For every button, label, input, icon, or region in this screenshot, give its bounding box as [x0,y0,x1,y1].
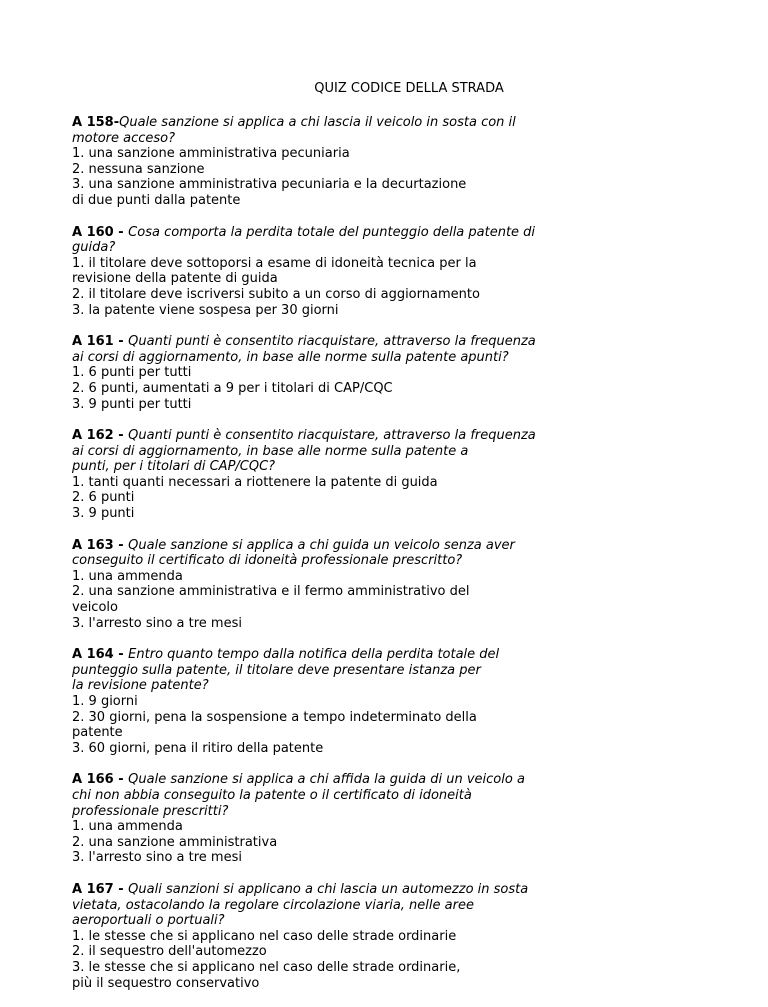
question-line [72,428,712,444]
question-text: punteggio sulla patente, il titolare deve presentare istanza per [72,662,481,678]
question-text: ai corsi di aggiornamento, in base alle norme sulla patente apunti? [72,349,509,365]
answer-line: 2. una sanzione amministrativa [72,834,278,850]
question-code: A 158- [72,115,120,130]
question-code: A 160 - [72,224,129,240]
question-text: guida? [72,240,116,256]
answer-line: di due punti dalla patente [72,192,241,208]
answer-line: 2. 6 punti, aumentati a 9 per i titolari di CAP/CQC [72,380,393,396]
question-line [72,913,712,929]
question-text: Quale sanzione si applica a chi guida un veicolo senza aver [128,537,515,553]
answer-line: 3. la patente viene sospesa per 30 giorni [72,302,339,318]
question-text: professionale prescritti? [72,803,229,819]
question-code: A 163 - [72,537,129,553]
question-line [72,678,712,694]
question-text: Quanti punti è consentito riacquistare, attraverso la frequenza [128,334,536,350]
question-code: A 162 - [72,428,129,444]
answer-line: 1. 6 punti per tutti [72,365,192,381]
question-line [72,772,712,788]
question-line [72,115,712,131]
question-block [72,882,712,991]
question-block [72,647,712,756]
question-text: Cosa comporta la perdita totale del punteggio della patente di [128,224,536,240]
question-line [72,225,712,241]
question-block [72,538,712,632]
question-line [72,647,712,663]
answer-line: 3. l'arresto sino a tre mesi [72,850,242,866]
question-text: vietata, ostacolando la regolare circolazione viaria, nelle aree [72,897,474,913]
answer-line: 2. nessuna sanzione [72,161,205,177]
answer-line: 1. una sanzione amministrativa pecuniaria [72,146,350,162]
question-block [72,428,712,522]
question-line [72,350,712,366]
answer-line: veicolo [72,600,118,616]
question-line [72,788,712,804]
question-text: ai corsi di aggiornamento, in base alle norme sulla patente a [72,443,469,459]
question-line [72,334,712,350]
page-title: QUIZ CODICE DELLA STRADA [314,81,504,96]
answer-line: 2. 30 giorni, pena la sospensione a tempo indeterminato della [72,709,477,725]
question-line [72,882,712,898]
question-text: motore acceso? [72,130,176,146]
question-code: A 167 - [72,881,129,897]
question-code: A 161 - [72,334,129,350]
question-line [72,131,712,147]
question-text: conseguito il certificato di idoneità professionale prescritto? [72,553,463,569]
question-line [72,804,712,820]
question-line [72,538,712,554]
question-line [72,240,712,256]
answer-line: 3. 60 giorni, pena il ritiro della patente [72,740,324,756]
answer-line: 1. una ammenda [72,819,183,835]
question-line [72,553,712,569]
question-block [72,225,712,319]
question-text: la revisione patente? [72,678,209,694]
question-text: Quale sanzione si applica a chi lascia il veicolo in sosta con il [119,115,516,130]
question-text: aeroportuali o portuali? [72,913,225,929]
answer-line: 1. il titolare deve sottoporsi a esame di idoneità tecnica per la [72,255,477,271]
question-block [72,115,712,209]
answer-line: 3. l'arresto sino a tre mesi [72,615,242,631]
answer-line: 3. 9 punti per tutti [72,396,192,412]
question-line [72,663,712,679]
question-text: Quanti punti è consentito riacquistare, attraverso la frequenza [128,428,536,444]
question-text: chi non abbia conseguito la patente o il certificato di idoneità [72,787,472,803]
question-text: Entro quanto tempo dalla notifica della perdita totale del [128,647,500,663]
question-line [72,459,712,475]
question-code: A 166 - [72,772,129,788]
answer-line: 1. 9 giorni [72,694,138,709]
answer-line: 1. una ammenda [72,568,183,584]
answer-line: 2. il sequestro dell'automezzo [72,944,267,960]
question-text: Quale sanzione si applica a chi affida la guida di un veicolo a [128,772,525,788]
answer-line: patente [72,725,123,741]
answer-line: più il sequestro conservativo [72,975,260,991]
question-line [72,898,712,914]
question-code: A 164 - [72,647,129,663]
question-line [72,444,712,460]
answer-line: 3. una sanzione amministrativa pecuniaria e la decurtazione [72,177,467,193]
answer-line: 2. una sanzione amministrativa e il fermo amministrativo del [72,584,470,600]
answer-line: 3. le stesse che si applicano nel caso delle strade ordinarie, [72,959,461,975]
answer-line: 1. tanti quanti necessari a riottenere la patente di guida [72,474,438,490]
question-text: punti, per i titolari di CAP/CQC? [72,459,276,475]
answer-line: 1. le stesse che si applicano nel caso delle strade ordinarie [72,928,457,944]
answer-line: revisione della patente di guida [72,271,278,287]
question-list [72,115,712,991]
question-block [72,334,712,412]
question-block [72,772,712,866]
question-text: Quali sanzioni si applicano a chi lascia un automezzo in sosta [128,881,529,897]
answer-line: 2. il titolare deve iscriversi subito a un corso di aggiornamento [72,286,480,302]
document-page [72,81,712,1007]
answer-line: 3. 9 punti [72,506,135,522]
answer-line: 2. 6 punti [72,490,135,506]
